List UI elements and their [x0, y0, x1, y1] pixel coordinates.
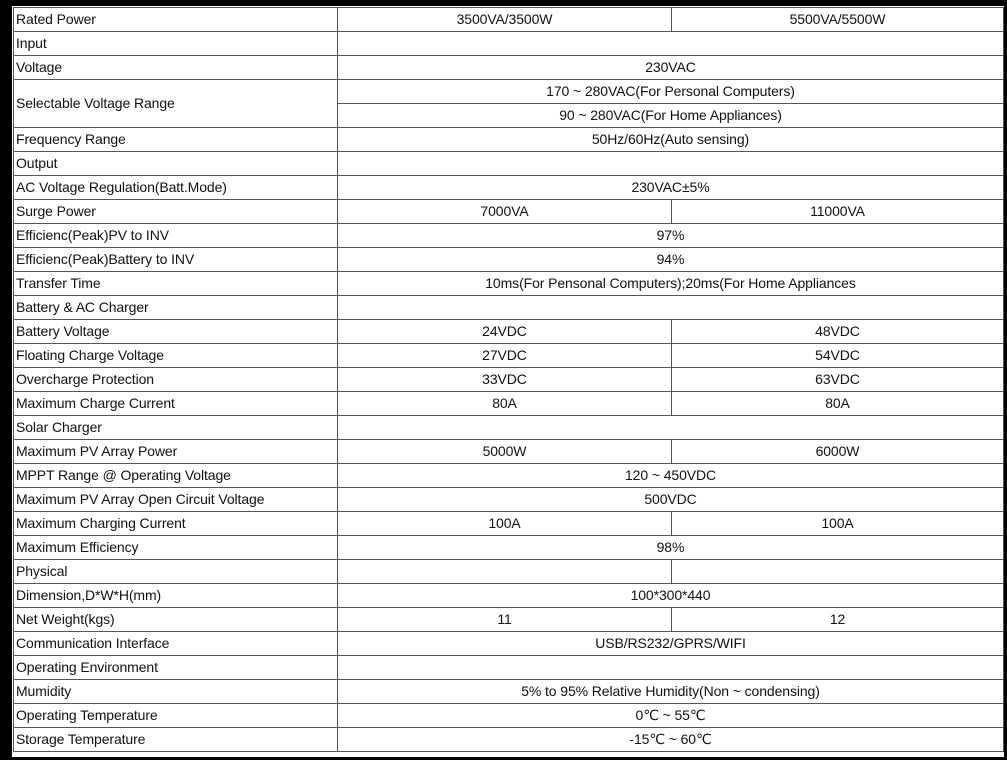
table-row — [14, 176, 1004, 200]
table-row — [14, 728, 1004, 752]
row-label: Maximum PV Array Open Circuit Voltage — [14, 488, 338, 512]
row-label: Maximum PV Array Power — [14, 440, 338, 464]
table-row — [14, 224, 1004, 248]
table-row — [14, 512, 1004, 536]
row-label: Dimension,D*W*H(mm) — [14, 584, 338, 608]
section-label: Output — [14, 152, 338, 176]
row-label: Rated Power — [14, 8, 338, 32]
value-shared: 5% to 95% Relative Humidity(Non ~ condensing) — [338, 680, 1004, 704]
table-row — [14, 440, 1004, 464]
table-row — [14, 80, 1004, 104]
table-row — [14, 608, 1004, 632]
empty-cell — [338, 32, 1004, 56]
empty-cell — [338, 656, 1004, 680]
table-row — [14, 56, 1004, 80]
spec-table — [13, 7, 1004, 752]
table-row — [14, 8, 1004, 32]
table-row — [14, 128, 1004, 152]
value-shared: 120 ~ 450VDC — [338, 464, 1004, 488]
value-model-b: 80A — [672, 392, 1004, 416]
section-row-operating-environment — [14, 656, 1004, 680]
row-label: Transfer Time — [14, 272, 338, 296]
table-row — [14, 344, 1004, 368]
value-shared: 97% — [338, 224, 1004, 248]
table-row — [14, 704, 1004, 728]
row-label: Maximum Charge Current — [14, 392, 338, 416]
row-label: Maximum Charging Current — [14, 512, 338, 536]
spec-sheet — [12, 6, 1004, 757]
value-shared: 90 ~ 280VAC(For Home Appliances) — [338, 104, 1004, 128]
spec-table-body — [14, 8, 1004, 752]
value-shared: 10ms(For Pensonal Computers);20ms(For Home Appliances — [338, 272, 1004, 296]
value-shared: 500VDC — [338, 488, 1004, 512]
row-label: Selectable Voltage Range — [14, 80, 338, 128]
value-model-b: 11000VA — [672, 200, 1004, 224]
value-shared: 170 ~ 280VAC(For Personal Computers) — [338, 80, 1004, 104]
section-row-physical — [14, 560, 1004, 584]
section-label: Solar Charger — [14, 416, 338, 440]
section-label: Battery & AC Charger — [14, 296, 338, 320]
row-label: Surge Power — [14, 200, 338, 224]
row-label: MPPT Range @ Operating Voltage — [14, 464, 338, 488]
table-row — [14, 488, 1004, 512]
value-model-a: 7000VA — [338, 200, 672, 224]
table-row — [14, 320, 1004, 344]
value-model-b: 6000W — [672, 440, 1004, 464]
empty-cell — [338, 296, 1004, 320]
row-label: Frequency Range — [14, 128, 338, 152]
value-shared: USB/RS232/GPRS/WIFI — [338, 632, 1004, 656]
empty-cell — [338, 416, 1004, 440]
table-row — [14, 536, 1004, 560]
section-row-battery-ac-charger — [14, 296, 1004, 320]
table-row — [14, 680, 1004, 704]
value-model-a: 100A — [338, 512, 672, 536]
row-label: AC Voltage Regulation(Batt.Mode) — [14, 176, 338, 200]
row-label: Operating Temperature — [14, 704, 338, 728]
value-shared: 98% — [338, 536, 1004, 560]
section-row-input — [14, 32, 1004, 56]
value-model-b: 54VDC — [672, 344, 1004, 368]
row-label: Mumidity — [14, 680, 338, 704]
value-model-b: 5500VA/5500W — [672, 8, 1004, 32]
value-model-b: 100A — [672, 512, 1004, 536]
value-model-a: 27VDC — [338, 344, 672, 368]
table-row — [14, 584, 1004, 608]
value-model-b: 48VDC — [672, 320, 1004, 344]
value-shared: 0℃ ~ 55℃ — [338, 704, 1004, 728]
value-model-a: 24VDC — [338, 320, 672, 344]
row-label: Communication Interface — [14, 632, 338, 656]
row-label: Efficienc(Peak)Battery to INV — [14, 248, 338, 272]
table-row — [14, 368, 1004, 392]
row-label: Floating Charge Voltage — [14, 344, 338, 368]
section-label: Operating Environment — [14, 656, 338, 680]
section-label: Input — [14, 32, 338, 56]
section-row-output — [14, 152, 1004, 176]
value-shared: 230VAC — [338, 56, 1004, 80]
table-row — [14, 272, 1004, 296]
table-row — [14, 632, 1004, 656]
value-shared: 50Hz/60Hz(Auto sensing) — [338, 128, 1004, 152]
empty-cell — [672, 560, 1004, 584]
table-row — [14, 464, 1004, 488]
empty-cell — [338, 560, 672, 584]
row-label: Maximum Efficiency — [14, 536, 338, 560]
section-row-solar-charger — [14, 416, 1004, 440]
value-shared: -15℃ ~ 60℃ — [338, 728, 1004, 752]
value-shared: 94% — [338, 248, 1004, 272]
row-label: Voltage — [14, 56, 338, 80]
value-model-a: 11 — [338, 608, 672, 632]
row-label: Storage Temperature — [14, 728, 338, 752]
value-shared: 230VAC±5% — [338, 176, 1004, 200]
value-model-a: 5000W — [338, 440, 672, 464]
value-model-b: 63VDC — [672, 368, 1004, 392]
row-label: Efficienc(Peak)PV to INV — [14, 224, 338, 248]
value-model-a: 80A — [338, 392, 672, 416]
row-label: Net Weight(kgs) — [14, 608, 338, 632]
table-row — [14, 392, 1004, 416]
table-row — [14, 200, 1004, 224]
empty-cell — [338, 152, 1004, 176]
section-label: Physical — [14, 560, 338, 584]
value-model-a: 33VDC — [338, 368, 672, 392]
value-model-a: 3500VA/3500W — [338, 8, 672, 32]
value-model-b: 12 — [672, 608, 1004, 632]
value-shared: 100*300*440 — [338, 584, 1004, 608]
table-row — [14, 248, 1004, 272]
row-label: Overcharge Protection — [14, 368, 338, 392]
row-label: Battery Voltage — [14, 320, 338, 344]
